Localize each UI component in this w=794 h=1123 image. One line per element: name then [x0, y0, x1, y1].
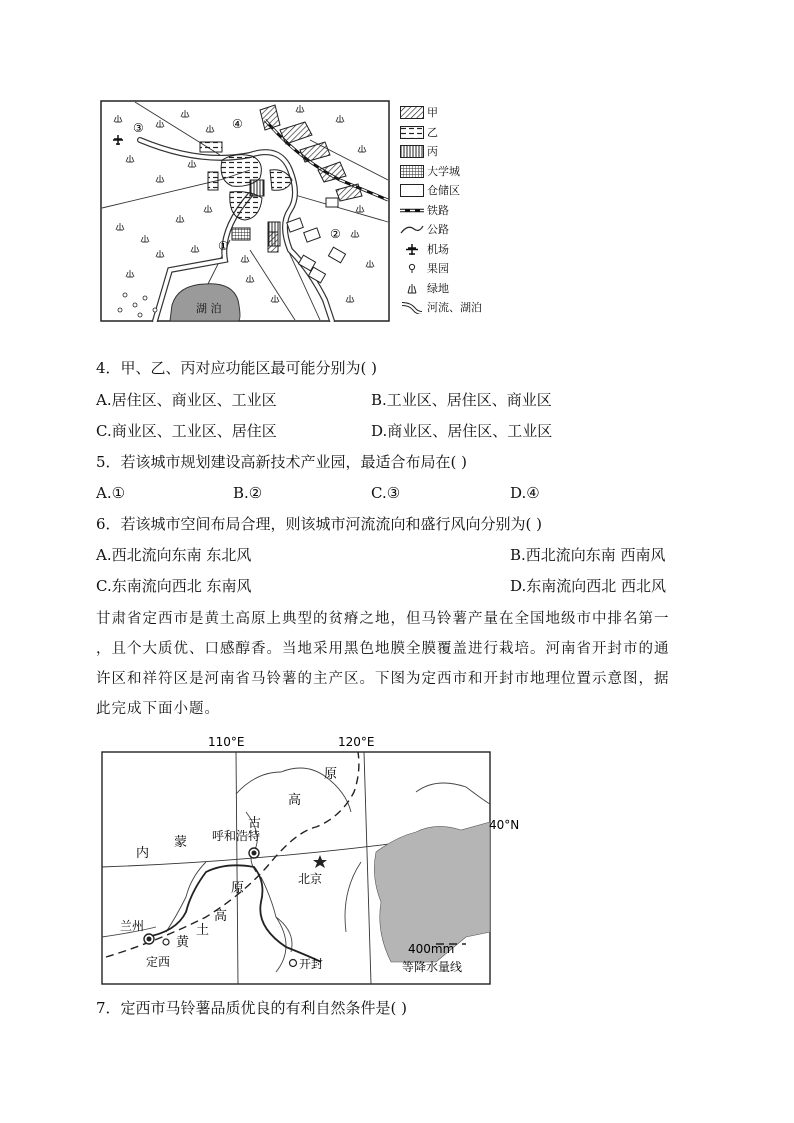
location-map-figure	[96, 732, 526, 990]
lon-label-120: 120°E	[338, 735, 375, 749]
legend-item	[400, 260, 500, 278]
lake-label: 湖 泊	[196, 302, 222, 315]
region-char-yuan2: 原	[231, 881, 245, 896]
legend-label: 大学城	[427, 164, 460, 178]
legend-label: 机场	[427, 242, 449, 256]
city-label-dingxi: 定西	[146, 955, 171, 969]
legend-item	[400, 299, 500, 317]
legend-label: 仓储区	[427, 184, 460, 197]
grass-icon	[400, 282, 424, 295]
legend-label: 公路	[427, 223, 449, 236]
question-5-option-c: C.③	[371, 484, 401, 502]
label-1: ①	[218, 239, 229, 253]
region-char-gu: 古	[248, 816, 262, 831]
question-4-option-c: C.商业区、工业区、居住区	[96, 422, 277, 440]
question-5-stem: 5．若该城市规划建设高新技术产业园，最适合布局在( )	[96, 453, 468, 471]
passage-line: ，且个大质优、口感醇香。当地采用黑色地膜全膜覆盖进行栽培。河南省开封市的通	[96, 641, 670, 657]
region-char-yuan: 原	[324, 767, 338, 782]
legend-item	[400, 182, 500, 200]
legend-item	[400, 104, 500, 122]
question-6-option-a: A.西北流向东南 东北风	[96, 546, 252, 564]
legend-label: 铁路	[427, 203, 449, 217]
lon-label-110: 110°E	[208, 735, 245, 749]
passage	[96, 604, 700, 724]
railway-icon	[400, 204, 424, 217]
airplane-icon	[400, 243, 424, 256]
empty-box-icon	[400, 184, 424, 197]
label-2: ②	[330, 227, 341, 241]
region-char-nei: 内	[136, 846, 150, 861]
question-7-stem: 7．定西市马铃薯品质优良的有利自然条件是( )	[96, 999, 408, 1017]
city-label-lanzhou: 兰州	[120, 919, 145, 933]
dash-hatch-icon	[400, 126, 424, 139]
isohyet-label: 等降水量线	[402, 960, 463, 974]
river-icon	[400, 301, 424, 314]
legend-label: 绿地	[427, 281, 449, 295]
region-char-meng: 蒙	[174, 835, 188, 850]
question-4-option-d: D.商业区、居住区、工业区	[371, 422, 553, 440]
question-5-option-a: A.①	[96, 484, 126, 502]
grid-hatch-icon	[400, 165, 424, 178]
legend-label: 果园	[427, 262, 449, 275]
region-char-gao2: 高	[214, 909, 228, 924]
region-char-tu: 土	[196, 923, 210, 938]
orchard-icon	[400, 262, 424, 275]
region-char-gao: 高	[288, 793, 302, 808]
diagonal-hatch-icon	[400, 106, 424, 119]
location-map	[96, 732, 526, 990]
legend-item	[400, 241, 500, 259]
question-6-option-c: C.东南流向西北 东南风	[96, 577, 252, 595]
passage-line: 甘肃省定西市是黄土高原上典型的贫瘠之地，但马铃薯产量在全国地级市中排名第一	[96, 611, 670, 627]
question-6-stem: 6．若该城市空间布局合理，则该城市河流流向和盛行风向分别为( )	[96, 515, 543, 533]
label-4: ④	[232, 117, 243, 131]
vertical-hatch-icon	[400, 145, 424, 158]
legend-item	[400, 221, 500, 239]
map-legend	[400, 104, 484, 320]
legend-item	[400, 124, 500, 142]
city-label-beijing: 北京	[298, 872, 323, 886]
legend-item	[400, 143, 500, 161]
legend-label: 河流、湖泊	[427, 301, 482, 314]
city-map-figure	[100, 100, 484, 322]
legend-item	[400, 163, 500, 181]
city-label-kaifeng: 开封	[299, 957, 324, 971]
question-6-option-d: D.东南流向西北 西北风	[510, 577, 667, 595]
road-icon	[400, 223, 424, 236]
passage-line: 许区和祥符区是河南省马铃薯的主产区。下图为定西市和开封市地理位置示意图，据	[96, 671, 670, 687]
question-5-option-b: B.②	[233, 484, 263, 502]
passage-line: 此完成下面小题。	[96, 701, 220, 717]
city-map	[100, 100, 390, 322]
legend-item	[400, 280, 500, 298]
legend-label: 丙	[427, 145, 438, 158]
question-4-option-b: B.工业区、居住区、商业区	[371, 391, 552, 409]
isohyet-value: 400mm	[408, 942, 455, 956]
label-3: ③	[133, 121, 144, 135]
question-5-option-d: D.④	[510, 484, 540, 502]
question-4-option-a: A.居住区、商业区、工业区	[96, 391, 277, 409]
city-label-huhehaote: 呼和浩特	[212, 829, 261, 843]
legend-label: 乙	[427, 125, 438, 139]
lat-label-40: 40°N	[489, 818, 520, 832]
legend-label: 甲	[427, 106, 438, 119]
question-6-option-b: B.西北流向东南 西南风	[510, 546, 666, 564]
region-char-huang: 黄	[176, 935, 190, 950]
legend-item	[400, 202, 500, 220]
question-4-stem: 4．甲、乙、丙对应功能区最可能分别为( )	[96, 359, 378, 377]
